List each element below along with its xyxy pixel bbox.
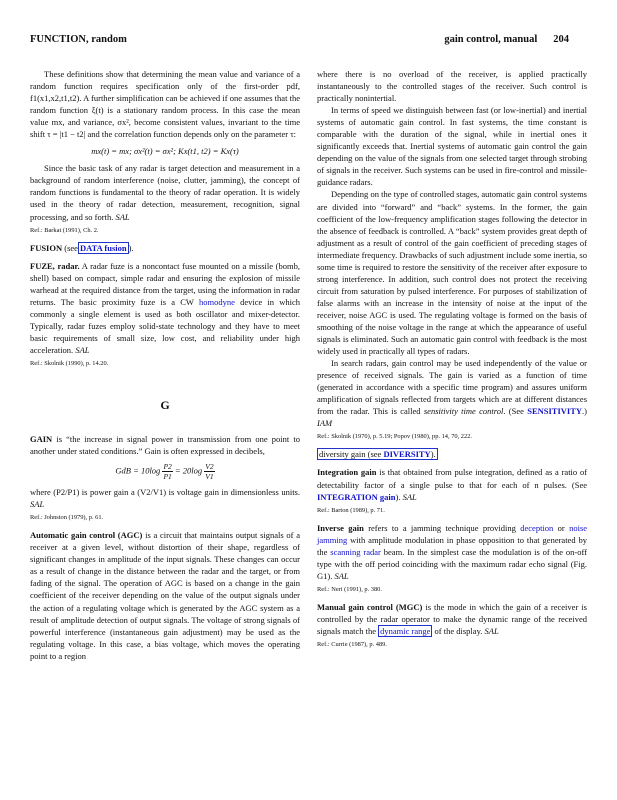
right-column [317, 68, 587, 656]
reference: Ref.: Skolnik (1970), p. 5.19; Popov (1980), pp. 14, 70, 222. [317, 433, 472, 441]
entry-term: Manual gain control (MGC) [317, 601, 423, 612]
entry-fusion [30, 242, 300, 254]
paragraph-search-radars [317, 357, 587, 429]
scanning-radar-link[interactable]: scanning radar [330, 546, 381, 557]
entry-gain [30, 433, 300, 457]
paragraph-controlled-stages: Depending on the type of controlled stages, automatic gain control systems are divided into “forward” and “back” systems. In the former, the gain coefficient of the low-frequency amplification stages following the detector in the absence of feedback is controlled. A “back” system provides great depth of adjustment as a result of control of the gain coefficient of preceding stages of intermediate frequency. Drawbacks of such adjustment include some inertia, so some time is required to restore the sensitivity of the receiver after exposure to strong interference. In addition, such control does not protect the receiving circuit from saturation by pulsed interference. For purposes of stabilization of false alarms with an increase in the intensity of noise at the input of the receiver, noise AGC is used. The regulating voltage is formed on the basis of smoothing of the noise voltage in the range at which the appearance of useful signals is eliminated. Such an automatic gain control with feedback is the most widely used in practically all types of radars. [317, 189, 587, 357]
paragraph-radar-random [30, 162, 300, 222]
author-signature: SAL [334, 570, 349, 581]
integration-gain-link[interactable]: INTEGRATION gain [317, 491, 396, 502]
paragraph-random-function: These definitions show that determining the mean value and variance of a random function requires specification only of the first-order pdf, f1(x1,x2,t1,t2). A further simplification can be achieved if one assumes that the random function ξ(t) is a stationary random process. In this case the mean value mx, and variance, σx², become consistent values, invariant to the time shift τ = |t1 − t2| and the correlation function depends only on the parameter τ: [30, 69, 300, 140]
running-header-left: FUNCTION, random [30, 34, 127, 45]
reference: Ref.: Johnston (1979), p. 61. [30, 514, 104, 522]
entry-text: refers to a jamming technique providing [368, 522, 516, 533]
left-column [30, 68, 300, 662]
entry-integration-gain [317, 466, 587, 502]
see-text: (see [64, 242, 78, 253]
section-letter: G [160, 397, 170, 412]
author-signature: SAL [30, 499, 45, 510]
equation-lhs: GdB = 10log [115, 465, 161, 476]
see-close: ). [128, 242, 134, 253]
entry-term: Automatic gain control (AGC) [30, 530, 143, 541]
running-header-title: gain control, manual [444, 34, 538, 45]
entry-text: diversity gain (see [319, 449, 382, 460]
reference: Ref.: Currie (1987), p. 489. [317, 640, 387, 648]
entry-text: is the mode in which the gain of a receiver is controlled by the radar operator to make the dynamic range of the received signals match the [317, 601, 587, 636]
entry-inverse-gain [317, 522, 587, 582]
see-text: . (See [503, 406, 524, 417]
entry-term: Inverse gain [317, 522, 364, 533]
data-fusion-link[interactable]: DATA fusion [79, 242, 127, 253]
equation-gain-db [30, 462, 300, 481]
entry-text: is a circuit that maintains output signals of a receiver at a given level, without distortion of their shape, regardless of significant changes in amplitude of the input signals. These changes can occur as a result of change in the distance between the radar and the target, or from fading of the signal. The operation of AGC is based on a change in the gain coefficient of the receiver depending on the value of the output signals under the action of a regulating voltage which is generated by the AGC system as a result of amplitude detection of output signals. The voltage of strong signals of powerful interference (instantaneous gain adjustment) may be used as the regulating voltage. In this case, a bias voltage, which moves the operating point to a region [30, 530, 301, 661]
paragraph-speed: In terms of speed we distinguish between fast (or low-inertial) and inertial systems of automatic gain control. In fast systems, the time constant is comparable with the duration of the signal, while in inertial ones it significantly exceeds that. Inertial systems of automatic gain control the gain depending on the value of the signals from one selected target through strobing of signals in the receiver. Such systems can be used in fire-control and missile-guidance radars. [317, 105, 587, 188]
running-header-right [444, 34, 569, 45]
equation-mid: = 20log [174, 465, 203, 476]
entry-fuze [30, 260, 300, 356]
denominator: P1 [163, 472, 172, 482]
see-close: ). [430, 449, 436, 460]
entry-diversity-gain [317, 448, 587, 460]
numerator: V2 [205, 462, 214, 472]
entry-text: beam. In the simplest case the modulation is of the on-off type with the off period coinciding with the maximum radar echo signal (Fig. G1). [317, 546, 588, 581]
fraction-voltage [204, 462, 214, 481]
noise-jamming-link[interactable]: noise jamming [317, 522, 588, 545]
author-signature: SAL [115, 211, 130, 222]
deception-link[interactable]: deception [520, 522, 554, 533]
see-close: ). [395, 491, 401, 502]
entry-manual-gain-control [317, 601, 587, 637]
entry-term: Integration gain [317, 467, 377, 478]
page-number: 204 [553, 34, 569, 45]
see-close: .) [582, 406, 588, 417]
entry-text: A radar fuze is a noncontact fuse mounted on a missile (bomb, shell) based on compact, simple radar and ensuring the explosion of missile warhead at the required distance from the target, using the information in radar returns. The basic proximity fuze is a CW [30, 260, 300, 307]
reference: Ref.: Barkat (1991), Ch. 2. [30, 226, 99, 234]
author-signature: IAM [317, 418, 333, 429]
reference: Ref.: Neri (1991), p. 380. [317, 585, 382, 593]
diversity-link[interactable]: DIVERSITY [383, 449, 431, 460]
paragraph-text: In search radars, gain control may be used independently of the value or presence of received signals. The gain is varied as a function of time (generated in accordance with a specific time program) and assures uniform amplification of signals reflected from targets which are at different distances from the radar. This is called [317, 358, 587, 417]
entry-text: is “the increase in signal power in transmission from one point to another under stated conditions.” Gain is often expressed in decibels, [30, 434, 300, 457]
entry-term: FUZE, radar. [30, 260, 80, 271]
entry-term: FUSION [30, 242, 63, 253]
sensitivity-link[interactable]: SENSITIVITY [527, 406, 583, 417]
fraction-power [162, 462, 172, 481]
entry-text: with amplitude modulation in phase opposition to that generated by the [317, 534, 587, 557]
denominator: V1 [205, 472, 214, 482]
homodyne-link[interactable]: homodyne [198, 296, 235, 307]
reference: Ref.: Barton (1989), p. 71. [317, 506, 385, 514]
paragraph-text: Since the basic task of any radar is target detection and measurement in a background of random interference (noise, clutter, jamming), the concept of random functions is fundamental to the theory of radar operation. It is widely used in the theory of radar detection, measurement, recognition, signal processing, and so forth. [30, 163, 300, 222]
author-signature: SAL [75, 344, 90, 355]
paragraph-gain-units [30, 486, 300, 510]
entry-text: is that obtained from pulse integration, defined as a ratio of detectability factor of a single pulse to that for each of n pulses. (See [317, 467, 588, 490]
paragraph-text: where (P2/P1) is power gain a (V2/V1) is voltage gain in dimensionless units. [30, 487, 300, 498]
entry-term: GAIN [30, 434, 53, 445]
author-signature: SAL [402, 491, 417, 502]
numerator: P2 [163, 462, 172, 472]
author-signature: SAL [484, 625, 499, 636]
diversity-gain-box[interactable] [317, 448, 438, 460]
paragraph-continued: where there is no overload of the receiver, is applied practically instantaneously to the controlled stages of the receiver. Such control is practically nonintertial. [317, 69, 587, 104]
entry-text: of the display. [434, 625, 483, 636]
reference: Ref.: Skolnik (1990), p. 14.20. [30, 359, 109, 367]
entry-agc [30, 529, 300, 662]
equation-stationary: mx(t) = mx; σx²(t) = σx²; Kx(t1, t2) = Kx(τ) [91, 146, 239, 157]
italic-term: sensitivity time control [423, 406, 504, 417]
entry-text: device in which commonly a single element is used as both oscillator and mixer-detector. Typically, radar fuzes employ solid-state technology and they have to meet basic requirements of small size, low cost, and reliability under high acceleration. [30, 296, 301, 355]
entry-text: or [557, 522, 565, 533]
dynamic-range-link[interactable]: dynamic range [380, 625, 431, 636]
